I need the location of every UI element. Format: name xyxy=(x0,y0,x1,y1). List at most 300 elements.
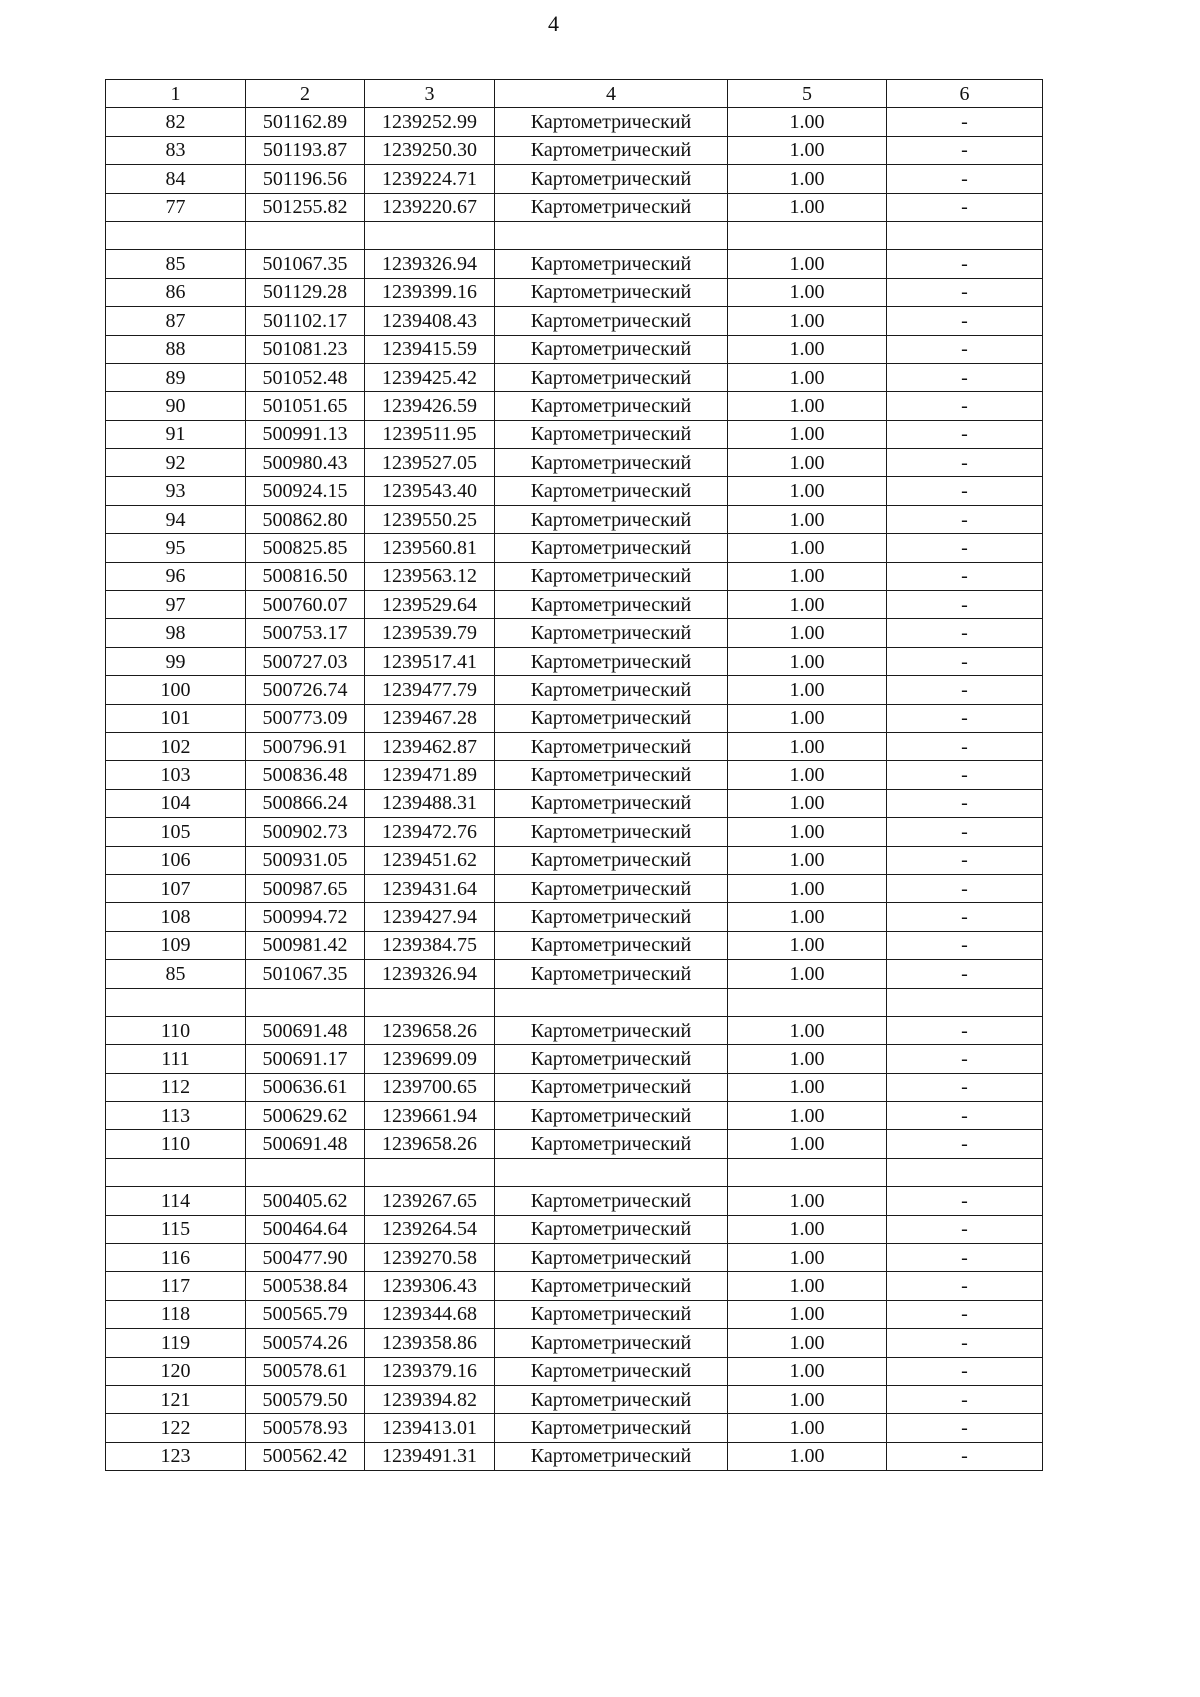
method-cell: Картометрический xyxy=(495,1130,728,1158)
table-row xyxy=(106,1385,1043,1413)
accuracy-cell xyxy=(728,1158,887,1186)
y-coordinate-cell: 1239415.59 xyxy=(365,335,495,363)
table-row xyxy=(106,931,1043,959)
method-cell: Картометрический xyxy=(495,392,728,420)
coordinates-table xyxy=(105,79,1043,1471)
point-number-cell: 110 xyxy=(106,1016,246,1044)
point-number-cell: 122 xyxy=(106,1414,246,1442)
method-cell: Картометрический xyxy=(495,278,728,306)
point-number-cell: 121 xyxy=(106,1385,246,1413)
table-row xyxy=(106,562,1043,590)
point-number-cell: 101 xyxy=(106,704,246,732)
method-cell: Картометрический xyxy=(495,534,728,562)
y-coordinate-cell: 1239358.86 xyxy=(365,1329,495,1357)
note-cell: - xyxy=(887,562,1043,590)
header-cell: 2 xyxy=(246,80,365,108)
y-coordinate-cell: 1239517.41 xyxy=(365,647,495,675)
point-number-cell: 123 xyxy=(106,1442,246,1470)
method-cell: Картометрический xyxy=(495,1045,728,1073)
x-coordinate-cell: 500796.91 xyxy=(246,732,365,760)
table-row xyxy=(106,363,1043,391)
method-cell: Картометрический xyxy=(495,1016,728,1044)
header-cell: 1 xyxy=(106,80,246,108)
x-coordinate-cell: 501067.35 xyxy=(246,250,365,278)
note-cell: - xyxy=(887,1073,1043,1101)
method-cell: Картометрический xyxy=(495,676,728,704)
y-coordinate-cell: 1239220.67 xyxy=(365,193,495,221)
table-row xyxy=(106,1272,1043,1300)
method-cell: Картометрический xyxy=(495,449,728,477)
note-cell: - xyxy=(887,931,1043,959)
note-cell: - xyxy=(887,250,1043,278)
y-coordinate-cell: 1239413.01 xyxy=(365,1414,495,1442)
x-coordinate-cell: 501052.48 xyxy=(246,363,365,391)
y-coordinate-cell: 1239539.79 xyxy=(365,619,495,647)
note-cell: - xyxy=(887,846,1043,874)
note-cell: - xyxy=(887,619,1043,647)
note-cell: - xyxy=(887,647,1043,675)
method-cell: Картометрический xyxy=(495,960,728,988)
table-row xyxy=(106,1329,1043,1357)
x-coordinate-cell: 500477.90 xyxy=(246,1244,365,1272)
point-number-cell: 103 xyxy=(106,761,246,789)
accuracy-cell xyxy=(728,221,887,249)
x-coordinate-cell: 500902.73 xyxy=(246,818,365,846)
method-cell: Картометрический xyxy=(495,1385,728,1413)
y-coordinate-cell: 1239491.31 xyxy=(365,1442,495,1470)
accuracy-cell: 1.00 xyxy=(728,307,887,335)
note-cell: - xyxy=(887,1244,1043,1272)
y-coordinate-cell: 1239399.16 xyxy=(365,278,495,306)
method-cell: Картометрический xyxy=(495,363,728,391)
y-coordinate-cell: 1239267.65 xyxy=(365,1187,495,1215)
accuracy-cell: 1.00 xyxy=(728,193,887,221)
header-cell: 6 xyxy=(887,80,1043,108)
coordinates-table-body xyxy=(106,80,1043,1471)
method-cell: Картометрический xyxy=(495,307,728,335)
table-row xyxy=(106,193,1043,221)
table-row xyxy=(106,1215,1043,1243)
y-coordinate-cell: 1239408.43 xyxy=(365,307,495,335)
y-coordinate-cell: 1239250.30 xyxy=(365,136,495,164)
y-coordinate-cell: 1239326.94 xyxy=(365,960,495,988)
x-coordinate-cell: 500836.48 xyxy=(246,761,365,789)
point-number-cell: 112 xyxy=(106,1073,246,1101)
accuracy-cell: 1.00 xyxy=(728,1244,887,1272)
x-coordinate-cell: 500981.42 xyxy=(246,931,365,959)
y-coordinate-cell: 1239527.05 xyxy=(365,449,495,477)
table-row xyxy=(106,449,1043,477)
accuracy-cell: 1.00 xyxy=(728,136,887,164)
point-number-cell: 90 xyxy=(106,392,246,420)
method-cell: Картометрический xyxy=(495,704,728,732)
accuracy-cell xyxy=(728,988,887,1016)
table-row xyxy=(106,1442,1043,1470)
point-number-cell xyxy=(106,1158,246,1186)
accuracy-cell: 1.00 xyxy=(728,818,887,846)
point-number-cell: 97 xyxy=(106,591,246,619)
note-cell: - xyxy=(887,676,1043,704)
y-coordinate-cell: 1239658.26 xyxy=(365,1130,495,1158)
x-coordinate-cell: 500866.24 xyxy=(246,789,365,817)
x-coordinate-cell: 500994.72 xyxy=(246,903,365,931)
header-cell: 3 xyxy=(365,80,495,108)
x-coordinate-cell: 501255.82 xyxy=(246,193,365,221)
note-cell xyxy=(887,221,1043,249)
point-number-cell: 95 xyxy=(106,534,246,562)
x-coordinate-cell: 500753.17 xyxy=(246,619,365,647)
y-coordinate-cell: 1239471.89 xyxy=(365,761,495,789)
note-cell: - xyxy=(887,136,1043,164)
accuracy-cell: 1.00 xyxy=(728,165,887,193)
table-row xyxy=(106,1357,1043,1385)
point-number-cell: 109 xyxy=(106,931,246,959)
point-number-cell: 91 xyxy=(106,420,246,448)
note-cell: - xyxy=(887,1442,1043,1470)
x-coordinate-cell: 500980.43 xyxy=(246,449,365,477)
note-cell: - xyxy=(887,1300,1043,1328)
y-coordinate-cell: 1239700.65 xyxy=(365,1073,495,1101)
point-number-cell: 114 xyxy=(106,1187,246,1215)
table-row xyxy=(106,903,1043,931)
method-cell: Картометрический xyxy=(495,619,728,647)
table-row xyxy=(106,732,1043,760)
table-row xyxy=(106,704,1043,732)
x-coordinate-cell: 500924.15 xyxy=(246,477,365,505)
method-cell: Картометрический xyxy=(495,732,728,760)
separator-row xyxy=(106,988,1043,1016)
x-coordinate-cell: 500565.79 xyxy=(246,1300,365,1328)
point-number-cell xyxy=(106,221,246,249)
y-coordinate-cell: 1239658.26 xyxy=(365,1016,495,1044)
y-coordinate-cell: 1239543.40 xyxy=(365,477,495,505)
x-coordinate-cell: 500579.50 xyxy=(246,1385,365,1413)
point-number-cell: 115 xyxy=(106,1215,246,1243)
method-cell: Картометрический xyxy=(495,108,728,136)
table-row xyxy=(106,619,1043,647)
point-number-cell: 84 xyxy=(106,165,246,193)
method-cell xyxy=(495,1158,728,1186)
x-coordinate-cell: 501196.56 xyxy=(246,165,365,193)
method-cell: Картометрический xyxy=(495,335,728,363)
y-coordinate-cell: 1239550.25 xyxy=(365,505,495,533)
method-cell: Картометрический xyxy=(495,420,728,448)
table-row xyxy=(106,1130,1043,1158)
accuracy-cell: 1.00 xyxy=(728,960,887,988)
table-row xyxy=(106,1102,1043,1130)
method-cell: Картометрический xyxy=(495,136,728,164)
point-number-cell xyxy=(106,988,246,1016)
y-coordinate-cell: 1239462.87 xyxy=(365,732,495,760)
table-row xyxy=(106,591,1043,619)
point-number-cell: 120 xyxy=(106,1357,246,1385)
method-cell: Картометрический xyxy=(495,874,728,902)
y-coordinate-cell: 1239472.76 xyxy=(365,818,495,846)
x-coordinate-cell: 500629.62 xyxy=(246,1102,365,1130)
accuracy-cell: 1.00 xyxy=(728,250,887,278)
point-number-cell: 89 xyxy=(106,363,246,391)
method-cell xyxy=(495,988,728,1016)
x-coordinate-cell: 500773.09 xyxy=(246,704,365,732)
x-coordinate-cell: 501051.65 xyxy=(246,392,365,420)
note-cell: - xyxy=(887,534,1043,562)
point-number-cell: 104 xyxy=(106,789,246,817)
note-cell: - xyxy=(887,1102,1043,1130)
note-cell: - xyxy=(887,903,1043,931)
header-cell: 4 xyxy=(495,80,728,108)
accuracy-cell: 1.00 xyxy=(728,449,887,477)
x-coordinate-cell: 500825.85 xyxy=(246,534,365,562)
note-cell: - xyxy=(887,960,1043,988)
method-cell: Картометрический xyxy=(495,250,728,278)
point-number-cell: 77 xyxy=(106,193,246,221)
note-cell: - xyxy=(887,789,1043,817)
x-coordinate-cell: 500562.42 xyxy=(246,1442,365,1470)
y-coordinate-cell xyxy=(365,988,495,1016)
x-coordinate-cell: 500816.50 xyxy=(246,562,365,590)
note-cell: - xyxy=(887,278,1043,306)
accuracy-cell: 1.00 xyxy=(728,420,887,448)
method-cell: Картометрический xyxy=(495,1187,728,1215)
table-row xyxy=(106,136,1043,164)
accuracy-cell: 1.00 xyxy=(728,1073,887,1101)
accuracy-cell: 1.00 xyxy=(728,278,887,306)
accuracy-cell: 1.00 xyxy=(728,647,887,675)
point-number-cell: 113 xyxy=(106,1102,246,1130)
table-row xyxy=(106,392,1043,420)
method-cell: Картометрический xyxy=(495,193,728,221)
method-cell: Картометрический xyxy=(495,931,728,959)
table-row xyxy=(106,761,1043,789)
x-coordinate-cell: 500691.48 xyxy=(246,1016,365,1044)
accuracy-cell: 1.00 xyxy=(728,363,887,391)
y-coordinate-cell: 1239224.71 xyxy=(365,165,495,193)
method-cell: Картометрический xyxy=(495,1244,728,1272)
x-coordinate-cell: 500760.07 xyxy=(246,591,365,619)
point-number-cell: 100 xyxy=(106,676,246,704)
accuracy-cell: 1.00 xyxy=(728,505,887,533)
accuracy-cell: 1.00 xyxy=(728,874,887,902)
y-coordinate-cell: 1239511.95 xyxy=(365,420,495,448)
table-row xyxy=(106,505,1043,533)
note-cell: - xyxy=(887,1130,1043,1158)
accuracy-cell: 1.00 xyxy=(728,676,887,704)
method-cell: Картометрический xyxy=(495,1272,728,1300)
table-row xyxy=(106,846,1043,874)
y-coordinate-cell: 1239560.81 xyxy=(365,534,495,562)
y-coordinate-cell: 1239699.09 xyxy=(365,1045,495,1073)
point-number-cell: 110 xyxy=(106,1130,246,1158)
y-coordinate-cell: 1239529.64 xyxy=(365,591,495,619)
note-cell: - xyxy=(887,392,1043,420)
x-coordinate-cell: 501081.23 xyxy=(246,335,365,363)
note-cell: - xyxy=(887,704,1043,732)
y-coordinate-cell xyxy=(365,221,495,249)
point-number-cell: 108 xyxy=(106,903,246,931)
note-cell: - xyxy=(887,193,1043,221)
table-row xyxy=(106,818,1043,846)
y-coordinate-cell: 1239451.62 xyxy=(365,846,495,874)
y-coordinate-cell: 1239264.54 xyxy=(365,1215,495,1243)
y-coordinate-cell: 1239431.64 xyxy=(365,874,495,902)
method-cell: Картометрический xyxy=(495,1102,728,1130)
x-coordinate-cell: 500991.13 xyxy=(246,420,365,448)
y-coordinate-cell: 1239270.58 xyxy=(365,1244,495,1272)
note-cell: - xyxy=(887,165,1043,193)
note-cell: - xyxy=(887,307,1043,335)
x-coordinate-cell xyxy=(246,988,365,1016)
separator-row xyxy=(106,1158,1043,1186)
note-cell: - xyxy=(887,1215,1043,1243)
accuracy-cell: 1.00 xyxy=(728,1385,887,1413)
method-cell: Картометрический xyxy=(495,591,728,619)
table-row xyxy=(106,1045,1043,1073)
method-cell: Картометрический xyxy=(495,789,728,817)
accuracy-cell: 1.00 xyxy=(728,591,887,619)
table-row xyxy=(106,1016,1043,1044)
point-number-cell: 83 xyxy=(106,136,246,164)
point-number-cell: 96 xyxy=(106,562,246,590)
point-number-cell: 119 xyxy=(106,1329,246,1357)
table-row xyxy=(106,1244,1043,1272)
y-coordinate-cell: 1239467.28 xyxy=(365,704,495,732)
y-coordinate-cell: 1239563.12 xyxy=(365,562,495,590)
page-number: 4 xyxy=(548,11,559,36)
table-row xyxy=(106,335,1043,363)
method-cell: Картометрический xyxy=(495,477,728,505)
x-coordinate-cell: 500636.61 xyxy=(246,1073,365,1101)
accuracy-cell: 1.00 xyxy=(728,335,887,363)
point-number-cell: 106 xyxy=(106,846,246,874)
note-cell: - xyxy=(887,1272,1043,1300)
point-number-cell: 87 xyxy=(106,307,246,335)
note-cell: - xyxy=(887,1045,1043,1073)
accuracy-cell: 1.00 xyxy=(728,392,887,420)
method-cell: Картометрический xyxy=(495,1357,728,1385)
accuracy-cell: 1.00 xyxy=(728,1300,887,1328)
table-row xyxy=(106,420,1043,448)
header-cell: 5 xyxy=(728,80,887,108)
method-cell: Картометрический xyxy=(495,562,728,590)
note-cell: - xyxy=(887,732,1043,760)
note-cell: - xyxy=(887,1385,1043,1413)
y-coordinate-cell xyxy=(365,1158,495,1186)
x-coordinate-cell: 501129.28 xyxy=(246,278,365,306)
point-number-cell: 99 xyxy=(106,647,246,675)
x-coordinate-cell: 500931.05 xyxy=(246,846,365,874)
point-number-cell: 105 xyxy=(106,818,246,846)
accuracy-cell: 1.00 xyxy=(728,108,887,136)
accuracy-cell: 1.00 xyxy=(728,562,887,590)
point-number-cell: 117 xyxy=(106,1272,246,1300)
method-cell: Картометрический xyxy=(495,818,728,846)
method-cell: Картометрический xyxy=(495,1329,728,1357)
table-row xyxy=(106,676,1043,704)
y-coordinate-cell: 1239306.43 xyxy=(365,1272,495,1300)
x-coordinate-cell: 500691.17 xyxy=(246,1045,365,1073)
x-coordinate-cell: 500727.03 xyxy=(246,647,365,675)
y-coordinate-cell: 1239379.16 xyxy=(365,1357,495,1385)
point-number-cell: 85 xyxy=(106,960,246,988)
accuracy-cell: 1.00 xyxy=(728,761,887,789)
point-number-cell: 102 xyxy=(106,732,246,760)
x-coordinate-cell: 501162.89 xyxy=(246,108,365,136)
point-number-cell: 85 xyxy=(106,250,246,278)
method-cell: Картометрический xyxy=(495,903,728,931)
table-row xyxy=(106,534,1043,562)
x-coordinate-cell: 500574.26 xyxy=(246,1329,365,1357)
note-cell: - xyxy=(887,591,1043,619)
x-coordinate-cell xyxy=(246,1158,365,1186)
x-coordinate-cell: 501193.87 xyxy=(246,136,365,164)
note-cell: - xyxy=(887,1016,1043,1044)
accuracy-cell: 1.00 xyxy=(728,477,887,505)
accuracy-cell: 1.00 xyxy=(728,1329,887,1357)
method-cell: Картометрический xyxy=(495,647,728,675)
point-number-cell: 111 xyxy=(106,1045,246,1073)
accuracy-cell: 1.00 xyxy=(728,1102,887,1130)
point-number-cell: 92 xyxy=(106,449,246,477)
method-cell: Картометрический xyxy=(495,761,728,789)
x-coordinate-cell: 500862.80 xyxy=(246,505,365,533)
point-number-cell: 93 xyxy=(106,477,246,505)
note-cell: - xyxy=(887,363,1043,391)
table-row xyxy=(106,1073,1043,1101)
y-coordinate-cell: 1239661.94 xyxy=(365,1102,495,1130)
y-coordinate-cell: 1239384.75 xyxy=(365,931,495,959)
x-coordinate-cell: 501067.35 xyxy=(246,960,365,988)
table-row xyxy=(106,250,1043,278)
y-coordinate-cell: 1239477.79 xyxy=(365,676,495,704)
point-number-cell: 116 xyxy=(106,1244,246,1272)
table-header-row xyxy=(106,80,1043,108)
accuracy-cell: 1.00 xyxy=(728,1016,887,1044)
separator-row xyxy=(106,221,1043,249)
x-coordinate-cell: 500464.64 xyxy=(246,1215,365,1243)
note-cell: - xyxy=(887,1329,1043,1357)
y-coordinate-cell: 1239426.59 xyxy=(365,392,495,420)
note-cell: - xyxy=(887,420,1043,448)
y-coordinate-cell: 1239344.68 xyxy=(365,1300,495,1328)
table-row xyxy=(106,165,1043,193)
point-number-cell: 118 xyxy=(106,1300,246,1328)
table-row xyxy=(106,789,1043,817)
table-row xyxy=(106,108,1043,136)
note-cell: - xyxy=(887,1414,1043,1442)
note-cell xyxy=(887,988,1043,1016)
accuracy-cell: 1.00 xyxy=(728,1130,887,1158)
table-row xyxy=(106,278,1043,306)
method-cell: Картометрический xyxy=(495,505,728,533)
y-coordinate-cell: 1239425.42 xyxy=(365,363,495,391)
y-coordinate-cell: 1239394.82 xyxy=(365,1385,495,1413)
x-coordinate-cell xyxy=(246,221,365,249)
y-coordinate-cell: 1239427.94 xyxy=(365,903,495,931)
accuracy-cell: 1.00 xyxy=(728,1187,887,1215)
x-coordinate-cell: 500578.93 xyxy=(246,1414,365,1442)
method-cell: Картометрический xyxy=(495,1414,728,1442)
table-row xyxy=(106,477,1043,505)
accuracy-cell: 1.00 xyxy=(728,903,887,931)
x-coordinate-cell: 500578.61 xyxy=(246,1357,365,1385)
note-cell: - xyxy=(887,874,1043,902)
note-cell: - xyxy=(887,505,1043,533)
method-cell: Картометрический xyxy=(495,1073,728,1101)
accuracy-cell: 1.00 xyxy=(728,789,887,817)
note-cell xyxy=(887,1158,1043,1186)
table-row xyxy=(106,874,1043,902)
accuracy-cell: 1.00 xyxy=(728,846,887,874)
